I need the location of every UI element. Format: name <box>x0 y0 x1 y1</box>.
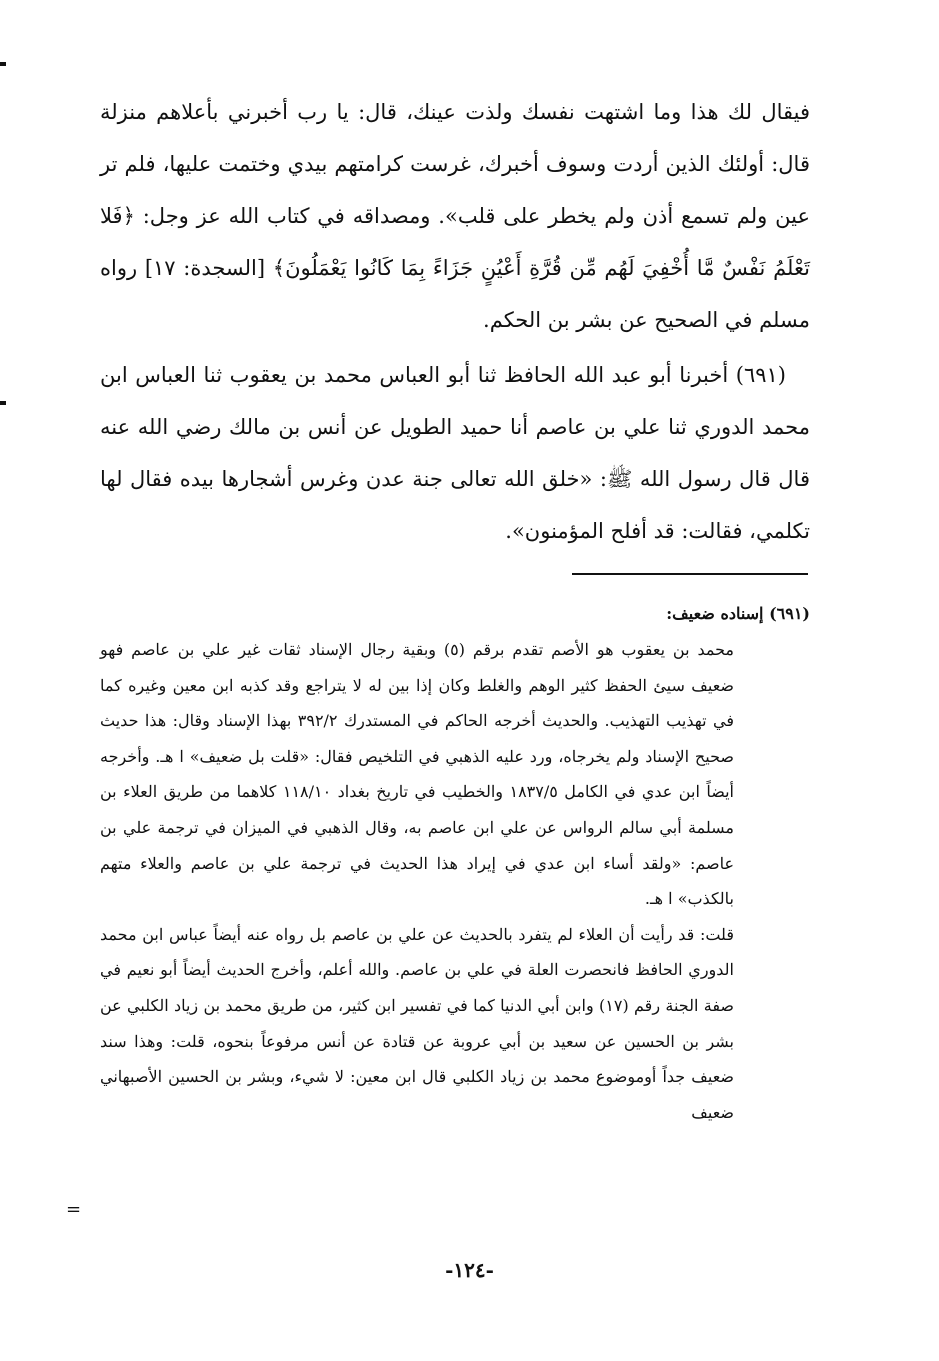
main-paragraph-1: فيقال لك هذا وما اشتهت نفسك ولذت عينك، قال: يا رب أخبرني بأعلاهم منزلة قال: أولئك الذين أردت وسوف أخبرك، غرست كرامتهم بيدي وختمت عليها، فلم تر عين ولم تسمع أذن ولم يخطر على قلب». ومصداقه في كتاب الله عز وجل: ﴿فَلا تَعْلَمُ نَفْسٌ مَّا أُخْفِيَ لَهُم مِّن قُرَّةِ أَعْيُنٍ جَزَاءً بِمَا كَانُوا يَعْمَلُونَ﴾ [السجدة: ١٧] رواه مسلم في الصحيح عن بشر بن الحكم. <box>100 100 810 332</box>
main-paragraph-2: (٦٩١) أخبرنا أبو عبد الله الحافظ ثنا أبو العباس محمد بن يعقوب ثنا العباس ابن محمد الدوري ثنا علي بن عاصم أنا حميد الطويل عن أنس بن مالك رضي الله عنه قال قال رسول الله ﷺ: «خلق الله تعالى جنة عدن وغرس أشجارها بيده فقال لها تكلمي، فقالت: قد أفلح المؤمنون». <box>100 363 810 543</box>
footnotes <box>100 596 810 1130</box>
margin-mark <box>0 62 6 66</box>
footnote-paragraph-2: قلت: قد رأيت أن العلاء لم يتفرد بالحديث عن علي بن عاصم بل رواه عنه أيضاً عباس ابن محمد الدوري الحافظ فانحصرت العلة في علي بن عاصم. والله أعلم، وأخرج الحديث أيضاً أبو نعيم في صفة الجنة رقم (١٧) وابن أبي الدنيا كما في تفسير ابن كثير، من طريق محمد بن زياد الكلبي عن بشر بن الحسين عن سعيد بن أبي عروبة عن قتادة عن أنس مرفوعاً بنحوه، قلت: وهذا سند ضعيف جداً أوموضوع محمد بن زياد الكلبي قال ابن معين: لا شيء، وبشر بن الحسين الأصبهاني ضعيف <box>100 924 734 1122</box>
footnote-paragraph-1: محمد بن يعقوب هو الأصم تقدم برقم (٥) وبقية رجال الإسناد ثقات غير علي بن عاصم فهو ضعيف سيئ الحفظ كثير الوهم والغلط وكان إذا بين له لا يتراجع وقد كذبه ابن معين وغيره كما في تهذيب التهذيب. والحديث أخرجه الحاكم في المستدرك ٣٩٢/٢ بهذا الإسناد وقال: هذا حديث صحيح الإسناد ولم يخرجاه، ورد عليه الذهبي في التلخيص فقال: «قلت بل ضعيف» ا هـ. وأخرجه أيضاً ابن عدي في الكامل ١٨٣٧/٥ والخطيب في تاريخ بغداد ١١٨/١٠ كلاهما من طريق العلاء بن مسلمة أبي سالم الرواس عن علي ابن عاصم به، وقال الذهبي في الميزان في ترجمة علي بن عاصم: «ولقد أساء ابن عدي في إيراد هذا الحديث في ترجمة علي بن عاصم والعلاء متهم بالكذب» ا هـ. <box>100 640 735 909</box>
main-text-block-1 <box>100 86 810 346</box>
continuation-mark: = <box>66 1199 82 1220</box>
margin-mark <box>0 401 6 405</box>
footnote-heading: (٦٩١) إسناده ضعيف: <box>666 604 810 623</box>
footnote-separator <box>572 573 808 575</box>
main-text-block-2 <box>100 349 810 557</box>
footnote-body <box>100 632 810 1130</box>
page-number: -١٢٤- <box>445 1258 494 1282</box>
